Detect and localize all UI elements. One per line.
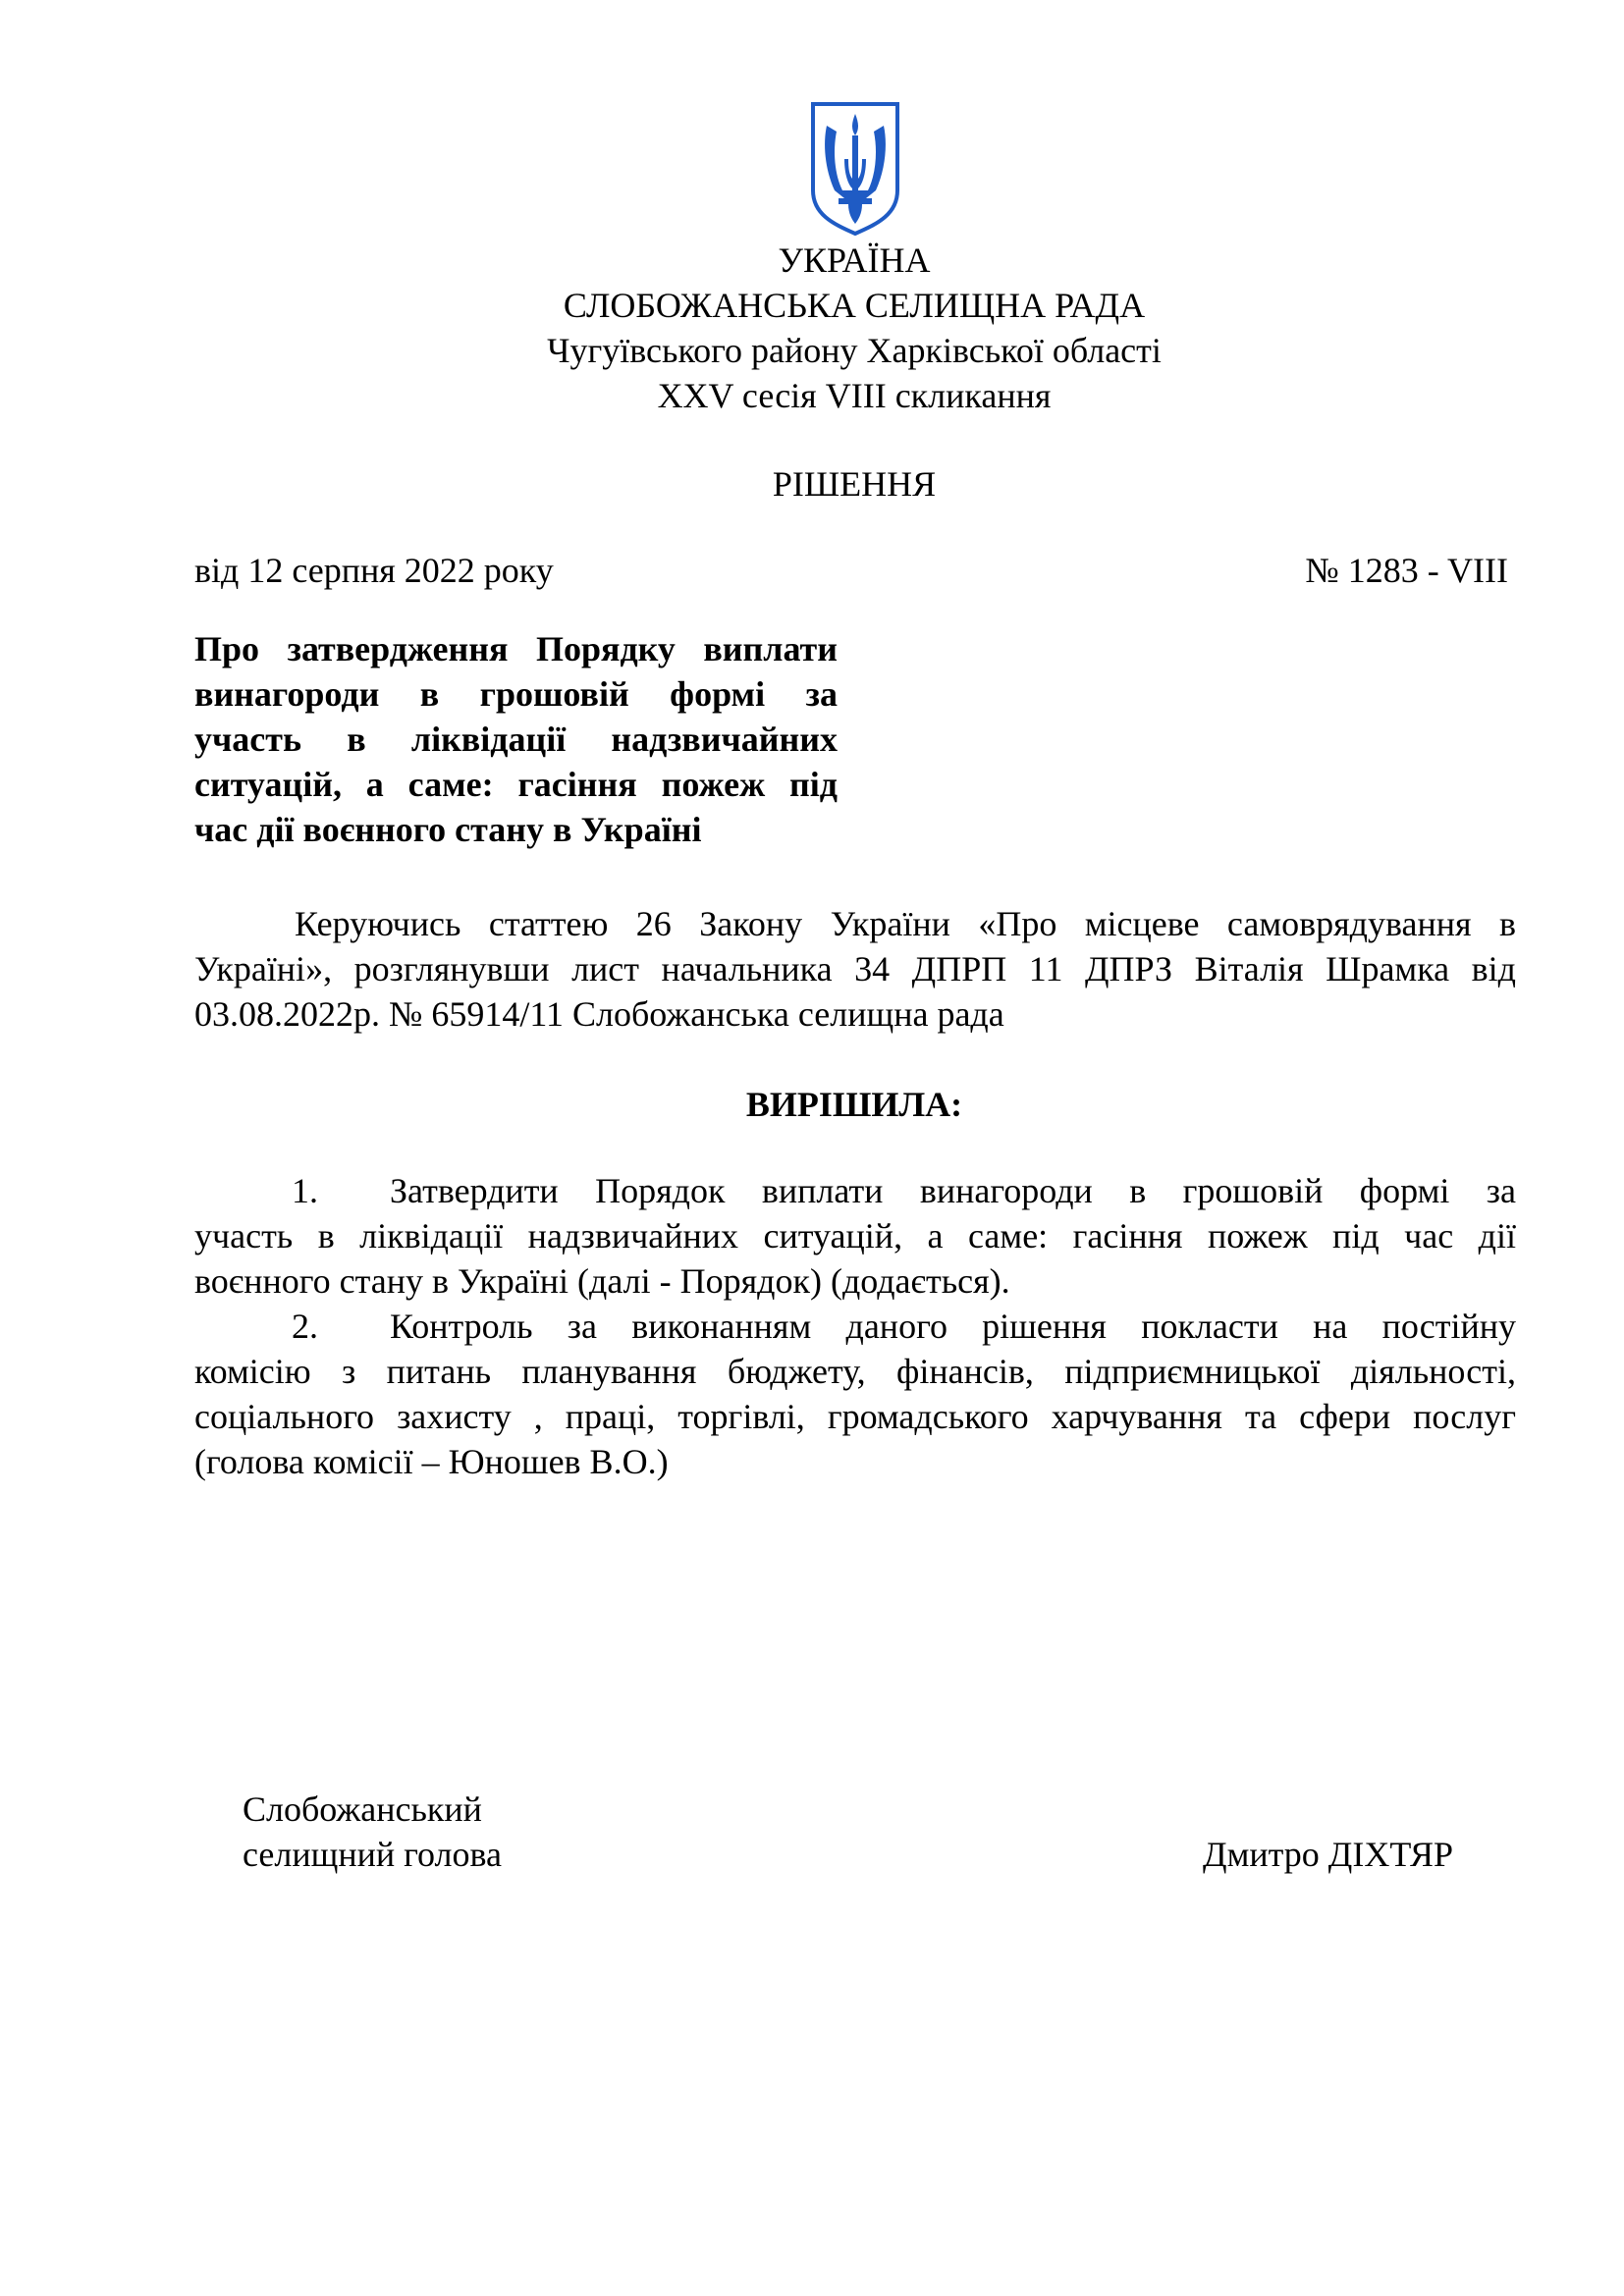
signatory-position-line1: Слобожанський <box>243 1789 482 1829</box>
item-number: 2. <box>292 1307 318 1346</box>
title-line: Про затвердження Порядку виплати <box>194 629 838 668</box>
decision-number: № 1283 - VIII <box>1305 551 1508 590</box>
decision-item-2 <box>194 1304 1516 1484</box>
item-line: участь в ліквідації надзвичайних ситуацій, а саме: гасіння пожеж під час дії <box>194 1216 1516 1255</box>
document-type: РІШЕННЯ <box>772 464 937 504</box>
title-line: час дії воєнного стану в Україні <box>194 810 702 849</box>
title-line: винагороди в грошовій формі за <box>194 674 838 714</box>
item-line: комісію з питань планування бюджету, фінансів, підприємницької діяльності, <box>194 1352 1516 1391</box>
coat-of-arms-icon <box>809 100 901 238</box>
item-line: соціального захисту , праці, торгівлі, громадського харчування та сфери послуг <box>194 1397 1516 1436</box>
item-number: 1. <box>292 1171 318 1210</box>
item-line: (голова комісії – Юношев В.О.) <box>194 1442 669 1481</box>
header-council: СЛОБОЖАНСЬКА СЕЛИЩНА РАДА <box>563 286 1146 325</box>
preamble <box>194 901 1516 1037</box>
item-line: Контроль за виконанням даного рішення покласти на постійну <box>390 1307 1516 1346</box>
signatory-name: Дмитро ДІХТЯР <box>1203 1835 1453 1874</box>
preamble-line: 03.08.2022р. № 65914/11 Слобожанська селищна рада <box>194 994 1004 1034</box>
title-line: ситуацій, а саме: гасіння пожеж під <box>194 765 838 804</box>
preamble-line: Керуючись статтею 26 Закону України «Про місцеве самоврядування в <box>295 904 1516 943</box>
preamble-line: Україні», розглянувши лист начальника 34 ДПРП 11 ДПРЗ Віталія Шрамка від <box>194 949 1516 988</box>
header-country: УКРАЇНА <box>778 240 931 280</box>
decision-date: від 12 серпня 2022 року <box>194 551 554 590</box>
item-line: воєнного стану в Україні (далі - Порядок) (додається). <box>194 1261 1010 1301</box>
decision-title <box>194 626 838 852</box>
decision-item-1 <box>194 1168 1516 1304</box>
signatory-position-line2: селищний голова <box>243 1835 503 1874</box>
header-district: Чугуївського району Харківської області <box>547 331 1162 370</box>
title-line: участь в ліквідації надзвичайних <box>194 720 838 759</box>
decided-heading: ВИРІШИЛА: <box>745 1085 963 1124</box>
header-session: XXV сесія VIII скликання <box>657 376 1052 415</box>
item-line: Затвердити Порядок виплати винагороди в грошовій формі за <box>390 1171 1516 1210</box>
